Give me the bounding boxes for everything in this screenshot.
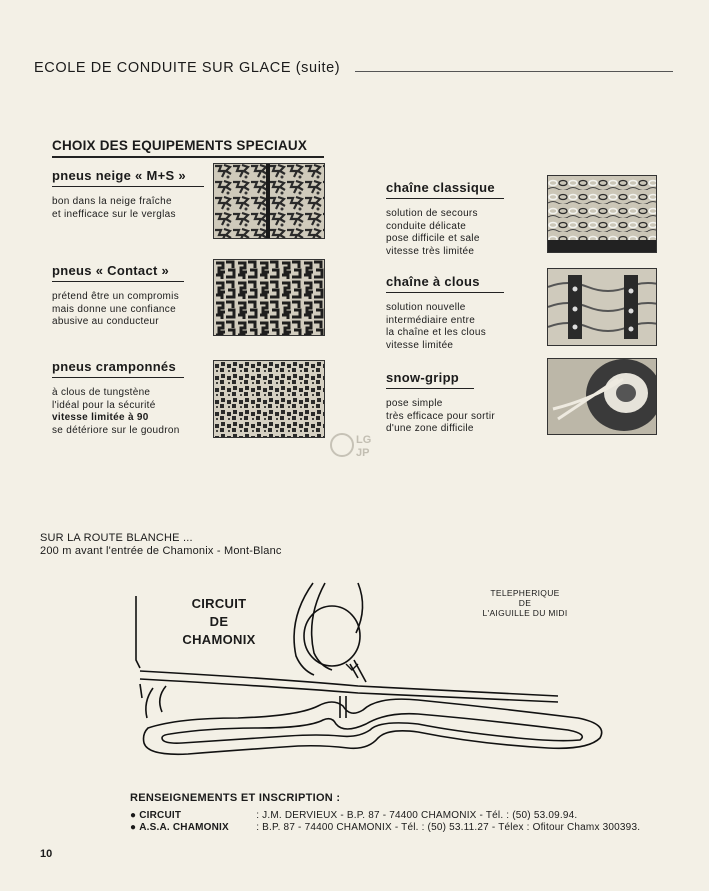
info-label: CIRCUIT [139,810,182,821]
description-line: très efficace pour sortir [386,410,496,422]
info-text: : J.M. DERVIEUX - B.P. 87 - 74400 CHAMONIX - Tél. : (50) 53.09.94. [256,810,578,821]
circuit-label-line-1: CIRCUIT [191,596,247,611]
studded-chain-photo [547,268,657,346]
equipment-rule [52,377,184,378]
info-title: RENSEIGNEMENTS ET INSCRIPTION : [130,792,341,804]
description-line: pose simple [386,398,443,409]
equipment-description [386,302,504,352]
description-line: mais donne une confiance [52,303,176,315]
info-label: A.S.A. CHAMONIX [139,822,229,833]
equipment-description [52,387,184,437]
description-line: et inefficace sur le verglas [52,208,176,220]
heading-title: ECOLE DE CONDUITE SUR GLACE [34,60,292,76]
telepherique-line-2: DE [518,598,532,608]
equipment-description [386,208,504,258]
equipment-item-studded-chain [386,274,504,352]
description-line: solution de secours [386,208,478,219]
equipment-title: pneus « Contact » [52,263,170,278]
equipment-item-snow-gripp [386,370,495,436]
description-line: d'une zone difficile [386,423,474,435]
description-line: prétend être un compromis [52,291,180,302]
equipment-rule [386,198,504,199]
description-line: abusive au conducteur [52,316,159,328]
studded-tire-tread-photo [213,360,325,438]
telepherique-line-3: L'AIGUILLE DU MIDI [482,608,568,618]
circuit-label-line-2: DE [209,614,229,629]
contact-tire-tread-photo [213,259,325,336]
bullet: ● [130,822,137,833]
circuit-label [176,595,262,649]
description-line: à clous de tungstène [52,387,151,398]
equipment-rule [52,186,204,187]
stamp-text-2: JP [356,447,370,459]
equipment-title: pneus cramponnés [52,359,176,374]
description-line: intermédiaire entre [386,314,476,326]
equipment-description [386,398,495,436]
page-number: 10 [40,848,53,860]
equipment-rule [386,388,474,389]
description-line: pose difficile et sale [386,233,480,245]
bullet: ● [130,810,137,821]
page-heading [34,60,340,76]
route-line-2: 200 m avant l'entrée de Chamonix - Mont-Blanc [40,545,282,557]
equipment-title: snow-gripp [386,370,460,385]
equipment-title: chaîne classique [386,180,495,195]
library-stamp [329,428,375,467]
route-line-1: SUR LA ROUTE BLANCHE ... [40,532,193,544]
description-line: solution nouvelle [386,302,466,313]
equipment-title: chaîne à clous [386,274,480,289]
equipment-description [52,196,204,221]
description-line: l'idéal pour la sécurité [52,399,156,411]
section-rule [52,156,324,158]
telepherique-line-1: TELEPHERIQUE [490,588,560,598]
description-line: bon dans la neige fraîche [52,196,172,207]
equipment-rule [52,281,184,282]
stamp-text-1: LG [356,434,372,446]
heading-rule [355,71,673,72]
equipment-title: pneus neige « M+S » [52,168,186,183]
info-text: : B.P. 87 - 74400 CHAMONIX - Tél. : (50) 53.11.27 - Télex : Ofitour Chamx 300393. [256,822,641,833]
route-description [40,532,282,558]
equipment-description [52,291,184,329]
telepherique-label [470,588,580,618]
heading-suffix: (suite) [295,60,341,76]
circuit-label-line-3: CHAMONIX [182,632,256,647]
description-line: la chaîne et les clous [386,327,486,339]
description-line: vitesse limitée [386,339,454,351]
classic-chain-photo [547,175,657,253]
snow-tire-tread-photo [213,163,325,239]
equipment-rule [386,292,504,293]
description-line: se détériore sur le goudron [52,424,180,436]
equipment-item-contact-tires [52,263,184,329]
description-line: vitesse très limitée [386,245,475,257]
description-line: vitesse limitée à 90 [52,412,149,424]
equipment-item-studded-tires [52,359,184,437]
description-line: conduite délicate [386,220,467,232]
info-row-asa [130,822,640,833]
info-row-circuit [130,810,577,821]
section-title: CHOIX DES EQUIPEMENTS SPECIAUX [52,138,308,153]
equipment-item-snow-tires [52,168,204,221]
snow-gripp-photo [547,358,657,435]
equipment-item-classic-chain [386,180,504,258]
